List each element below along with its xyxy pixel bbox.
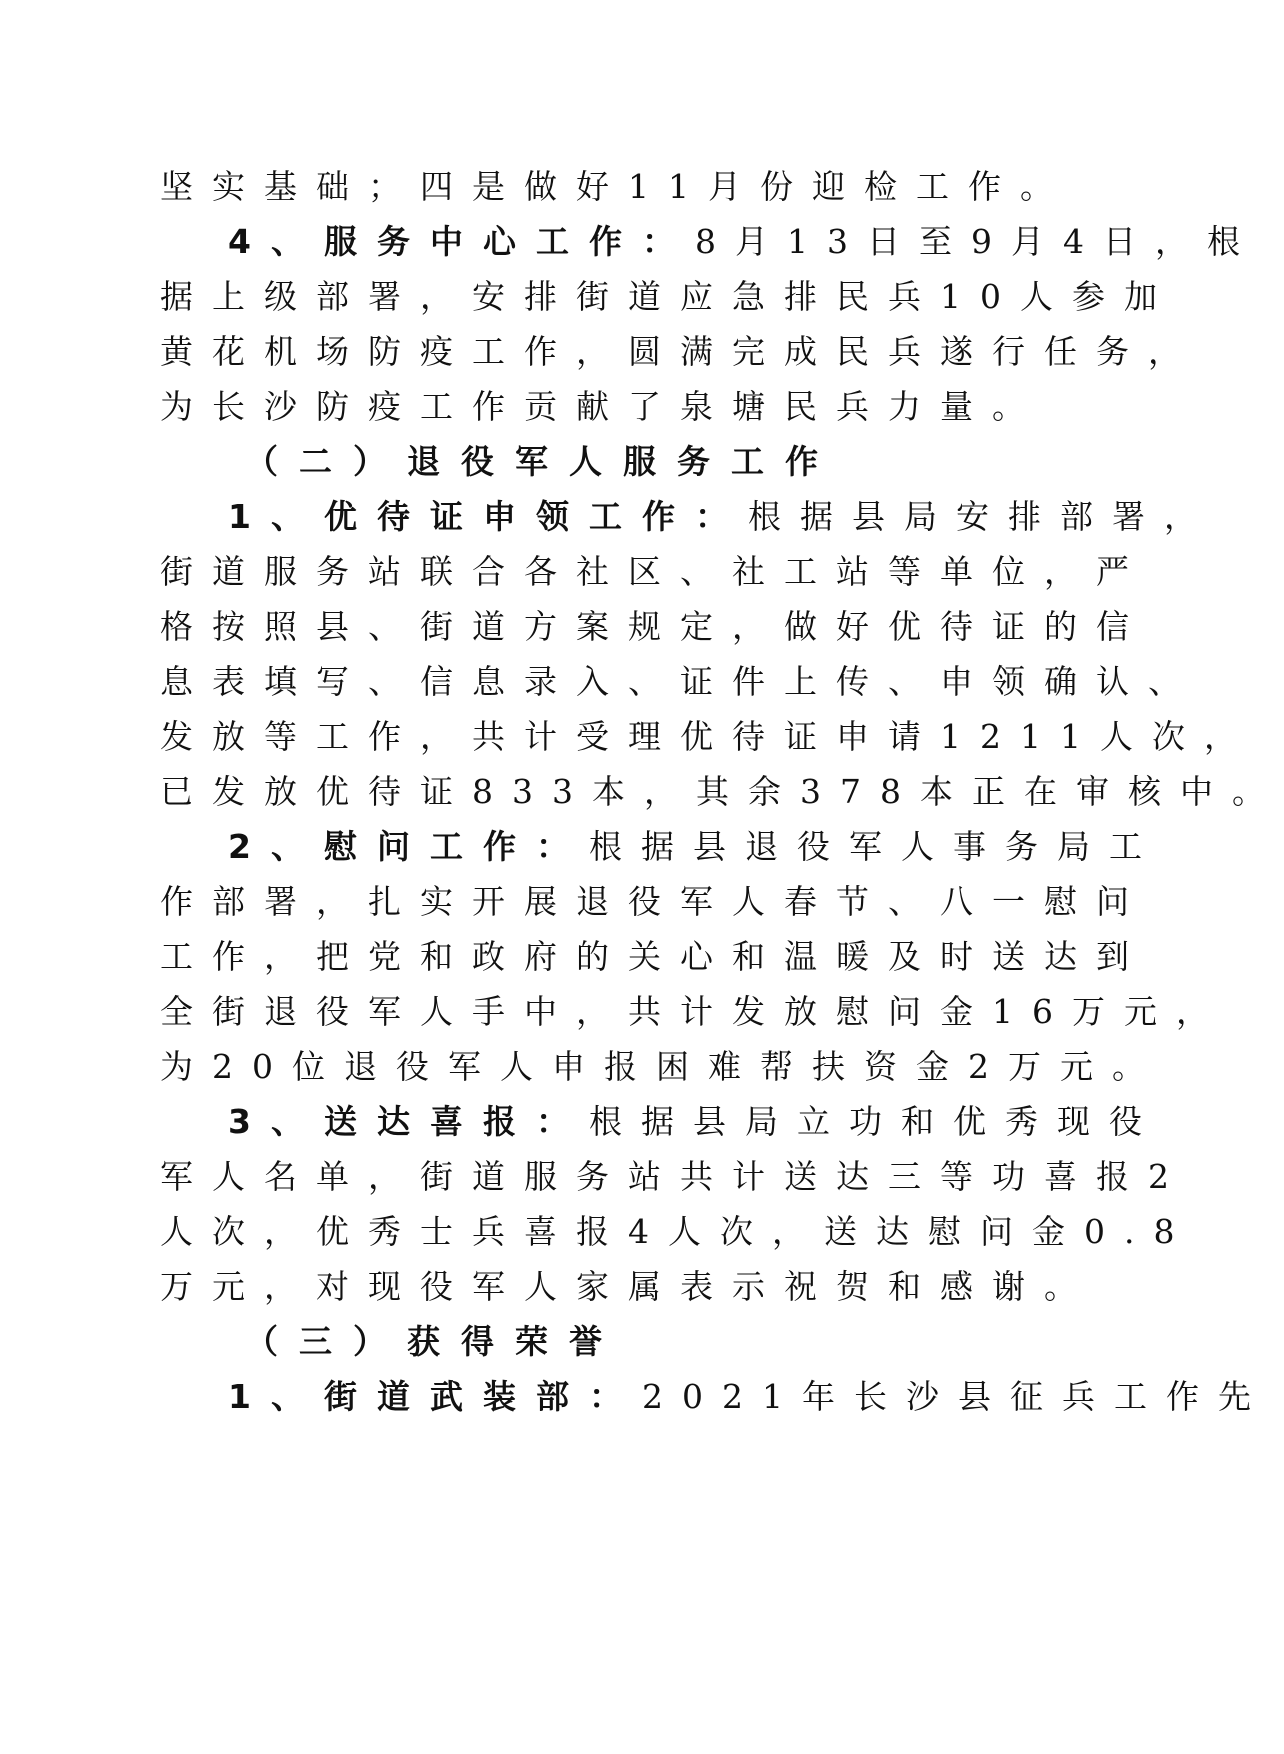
section-heading: （三）获得荣誉 — [245, 1322, 623, 1361]
item-text: 根据县局立功和优秀现役 — [588, 1102, 1161, 1141]
text-line: 人次，优秀士兵喜报4人次，送达慰问金0.8 — [160, 1212, 1194, 1251]
text-line: 为长沙防疫工作贡献了泉塘民兵力量。 — [160, 387, 1044, 426]
text-line: 格按照县、街道方案规定，做好优待证的信 — [160, 607, 1148, 646]
paragraph-armed-forces — [228, 1375, 1270, 1419]
text-line: 全街退役军人手中，共计发放慰问金16万元， — [160, 992, 1228, 1031]
text-line: 据上级部署，安排街道应急排民兵10人参加 — [160, 277, 1176, 316]
item-title: 3、送达喜报： — [228, 1102, 589, 1141]
text-line: 为20位退役军人申报困难帮扶资金2万元。 — [160, 1047, 1164, 1086]
item-title: 4、服务中心工作： — [228, 222, 695, 261]
item-text: 8月13日至9月4日，根 — [694, 222, 1259, 261]
text-line: 已发放优待证833本，其余378本正在审核中。 — [160, 772, 1284, 811]
text-line: 工作，把党和政府的关心和温暖及时送达到 — [160, 937, 1148, 976]
paragraph-good-news — [228, 1100, 1161, 1144]
text-line: 万元，对现役军人家属表示祝贺和感谢。 — [160, 1267, 1096, 1306]
text-line: 发放等工作，共计受理优待证申请1211人次， — [160, 717, 1256, 756]
text-line: 息表填写、信息录入、证件上传、申领确认、 — [160, 662, 1200, 701]
item-title: 1、优待证申领工作： — [228, 497, 748, 536]
paragraph-service-center — [228, 220, 1259, 264]
text-line: 街道服务站联合各社区、社工站等单位，严 — [160, 552, 1148, 591]
item-title: 2、慰问工作： — [228, 827, 589, 866]
item-title: 1、街道武装部： — [228, 1377, 642, 1416]
item-text: 2021年长沙县征兵工作先 — [641, 1377, 1270, 1416]
text-line: 作部署，扎实开展退役军人春节、八一慰问 — [160, 882, 1148, 921]
paragraph-condolence — [228, 825, 1161, 869]
item-text: 根据县退役军人事务局工 — [588, 827, 1161, 866]
text-line: 黄花机场防疫工作，圆满完成民兵遂行任务， — [160, 332, 1200, 371]
text-line: 坚实基础；四是做好11月份迎检工作。 — [160, 167, 1072, 206]
item-text: 根据县局安排部署， — [747, 497, 1216, 536]
text-line: 军人名单，街道服务站共计送达三等功喜报2 — [160, 1157, 1188, 1196]
paragraph-preferential-card — [228, 495, 1216, 539]
section-heading: （二）退役军人服务工作 — [245, 442, 839, 481]
